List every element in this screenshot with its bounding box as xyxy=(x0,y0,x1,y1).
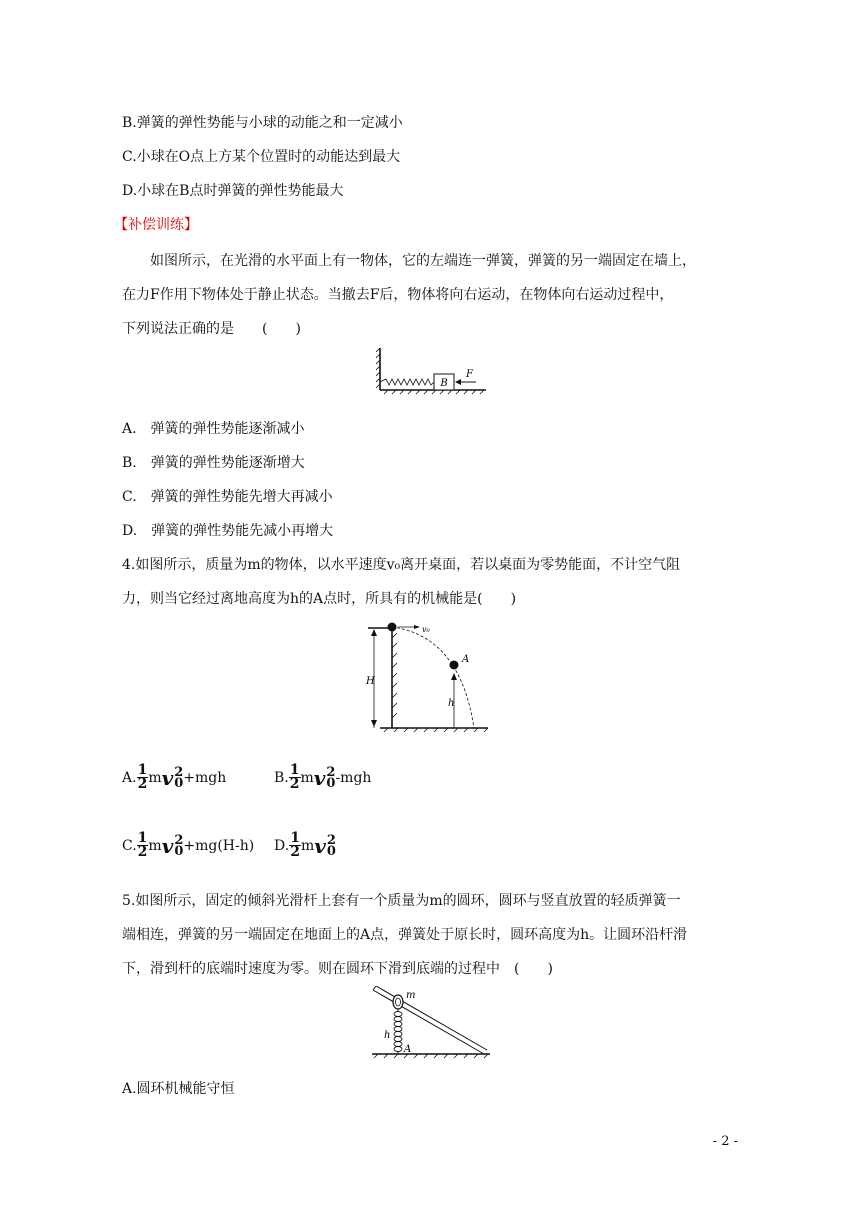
q4-option-a xyxy=(122,764,226,791)
exponent: 2 xyxy=(326,764,336,780)
question5-option-a: A.圆环机械能守恒 xyxy=(122,1081,235,1097)
page-number: - 2 - xyxy=(712,1134,738,1149)
projectile-figure xyxy=(362,622,492,736)
question4-line1: 4.如图所示，质量为m的物体，以水平速度v₀离开桌面，若以桌面为零势能面，不计空气阻 xyxy=(122,557,681,573)
velocity-indices xyxy=(326,832,336,859)
denominator: 2 xyxy=(137,844,148,860)
option-label: A. xyxy=(122,769,137,786)
subscript: 0 xyxy=(326,843,336,859)
option-c-text: C.小球在O点上方某个位置时的动能达到最大 xyxy=(122,149,401,165)
inclined-rod-figure xyxy=(368,986,492,1062)
velocity-symbol: v xyxy=(161,765,174,790)
question5-line3: 下，滑到杆的底端时速度为零。则在圆环下滑到底端的过程中 ( ) xyxy=(122,961,553,977)
option-label: D. xyxy=(274,837,290,854)
question4-line2: 力，则当它经过离地高度为h的A点时，所具有的机械能是( ) xyxy=(122,591,517,607)
mass-symbol: m xyxy=(148,837,162,854)
numerator: 1 xyxy=(290,830,300,846)
question-intro-line2: 在力F作用下物体处于静止状态。当撤去F后，物体将向右运动，在物体向右运动过程中， xyxy=(122,287,674,303)
mass-symbol: m xyxy=(300,769,314,786)
spring-block-figure xyxy=(376,346,488,396)
numerator: 1 xyxy=(137,762,148,778)
fraction xyxy=(137,832,149,859)
denominator: 2 xyxy=(289,776,300,792)
option-tail: -mgh xyxy=(335,769,372,786)
q4-option-b xyxy=(274,764,371,791)
question-intro-line3: 下列说法正确的是 ( ) xyxy=(122,321,301,337)
choice-d-text: D. 弹簧的弹性势能先减小再增大 xyxy=(122,523,334,539)
velocity-indices xyxy=(174,832,184,859)
choice-b-text: B. 弹簧的弹性势能逐渐增大 xyxy=(122,455,305,471)
numerator: 1 xyxy=(289,762,300,778)
q4-option-d xyxy=(274,832,336,859)
question5-line2: 端相连，弹簧的另一端固定在地面上的A点，弹簧处于原长时，圆环高度为h。让圆环沿杆滑 xyxy=(122,927,688,943)
supplement-heading: 【补偿训练】 xyxy=(114,217,198,233)
choice-a-text: A. 弹簧的弹性势能逐渐减小 xyxy=(122,421,305,437)
mass-m-label: m xyxy=(406,990,416,1001)
point-A-label: A xyxy=(404,1044,412,1055)
option-d-text: D.小球在B点时弹簧的弹性势能最大 xyxy=(122,183,344,199)
q4-option-c xyxy=(122,832,254,859)
height-h-label: h xyxy=(384,1030,391,1041)
mass-symbol: m xyxy=(148,769,162,786)
option-b-text: B.弹簧的弹性势能与小球的动能之和一定减小 xyxy=(122,115,403,131)
fraction xyxy=(289,832,301,859)
option-label: B. xyxy=(274,769,289,786)
subscript: 0 xyxy=(174,843,184,859)
choice-c-text: C. 弹簧的弹性势能先增大再减小 xyxy=(122,489,333,505)
numerator: 1 xyxy=(137,830,148,846)
mass-symbol: m xyxy=(300,837,315,854)
question-intro-line1: 如图所示，在光滑的水平面上有一物体，它的左端连一弹簧，弹簧的另一端固定在墙上， xyxy=(150,253,696,269)
question5-line1: 5.如图所示，固定的倾斜光滑杆上套有一个质量为m的圆环，圆环与竖直放置的轻质弹簧一 xyxy=(122,893,681,909)
force-label: F xyxy=(466,369,473,380)
velocity-label: v₀ xyxy=(422,625,430,634)
exponent: 2 xyxy=(326,832,336,848)
block-label: B xyxy=(440,378,448,389)
point-A-label: A xyxy=(462,654,470,665)
exponent: 2 xyxy=(174,764,184,780)
velocity-symbol: v xyxy=(314,833,326,858)
velocity-indices xyxy=(174,764,184,791)
denominator: 2 xyxy=(290,844,300,860)
height-H-label: H xyxy=(366,676,375,687)
subscript: 0 xyxy=(174,775,184,791)
denominator: 2 xyxy=(137,776,148,792)
option-label: C. xyxy=(122,837,137,854)
velocity-indices xyxy=(326,764,336,791)
velocity-symbol: v xyxy=(313,765,326,790)
fraction xyxy=(137,764,149,791)
option-tail: +mg(H-h) xyxy=(183,837,255,854)
exponent: 2 xyxy=(174,832,184,848)
fraction xyxy=(289,764,301,791)
option-tail: +mgh xyxy=(183,769,227,786)
subscript: 0 xyxy=(326,775,336,791)
velocity-symbol: v xyxy=(161,833,174,858)
height-h-label: h xyxy=(448,698,455,709)
